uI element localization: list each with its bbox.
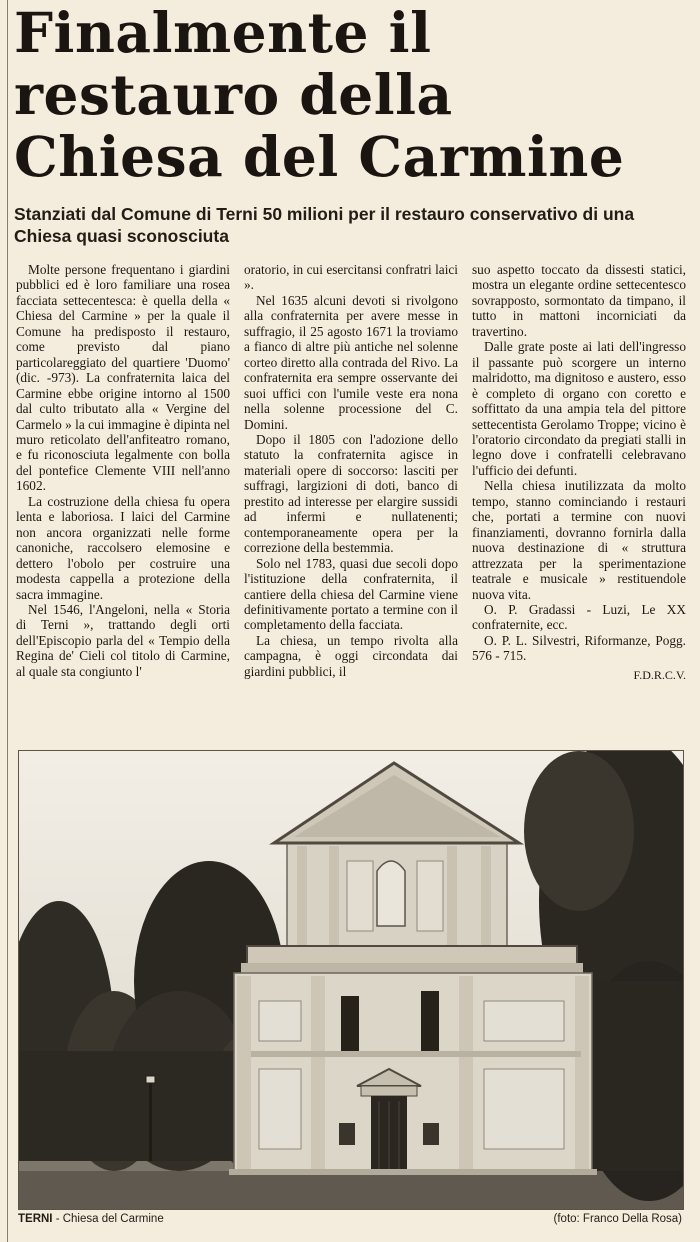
caption-separator: - [52, 1213, 63, 1225]
paragraph: suo aspetto toccato da dissesti statici, mostra un elegante ordine settecentesco sovrapposto, sormontato da timpano, il tutto in mattoni incorniciati da travertino. [472, 262, 686, 339]
column-1 [16, 262, 230, 740]
headline-line-1: Finalmente il [14, 0, 432, 65]
window [421, 991, 439, 1051]
author-signature: F.D.R.C.V. [633, 667, 686, 682]
photo-credit: (foto: Franco Della Rosa) [553, 1213, 682, 1225]
caption-text [18, 1213, 164, 1225]
photo-caption [18, 1213, 682, 1225]
article-subtitle: Stanziati dal Comune di Terni 50 milioni per il restauro conservativo di una Chiesa quasi sconosciuta [14, 204, 635, 246]
caption-title: Chiesa del Carmine [62, 1213, 164, 1225]
paragraph: Solo nel 1783, quasi due secoli dopo l'istituzione della confraternita, il cantiere della chiesa del Carmine viene definitivamente portato a termine con il completamento della facciata. [244, 555, 458, 633]
reference: O. P. L. Silvestri, Riformanze, Pogg. 576 - 715. [472, 632, 686, 664]
paragraph: oratorio, in cui esercitansi confratri laici ». [244, 262, 458, 293]
article-headline [14, 2, 694, 188]
church-photo [18, 750, 684, 1210]
paragraph: La costruzione della chiesa fu opera lenta e laboriosa. I laici del Carmine non ancora organizzati nelle forme canoniche, raccolsero elemosine e dettero l'obolo per costruire una modesta cappella a protezione della sacra immagine. [16, 493, 230, 602]
caption-place: TERNI [18, 1213, 53, 1225]
paragraph: Nel 1635 alcuni devoti si rivolgono alla confraternita per avere messe in suffragio, il 25 agosto 1671 la troviamo a fianco di altre più antiche nel solenne corteo diretto alla contrada del Rivo. La confraternita era sempre osservante dei suoi uffici con l'umile veste era nona nella solenne processione del C. Domini. [244, 292, 458, 432]
paragraph: Nel 1546, l'Angeloni, nella « Storia di Terni », trattando degli orti dell'Episcopio parla del « Tempio della Regina de' Cieli col titolo di Carmine, al quale sta congiunto l' [16, 601, 230, 679]
paragraph: La chiesa, un tempo rivolta alla campagna, è oggi circondata dai giardini pubblici, il [244, 632, 458, 679]
paragraph: Molte persone frequentano i giardini pubblici ed è loro familiare una rosea facciata settecentesca: è quella della « Chiesa del Carmine » per la quale il Comune ha predisposto il restauro, come previsto dal piano particolareggiato del quartiere 'Duomo' (dic. -973). La confraternita laica del Carmine ebbe origine intorno al 1500 dal culto tributato alla « Vergine del Carmelo » la cui immagine è dipinta nel muro reticolato dell'anfiteatro romano, e fu riconosciuta legalmente con bolla del pontefice Clemente VIII nell'anno 1602. [16, 262, 230, 494]
headline-line-2: restauro della [14, 62, 453, 127]
headline-line-3: Chiesa del Carmine [14, 124, 625, 189]
column-2 [244, 262, 458, 740]
paragraph: Nella chiesa inutilizzata da molto tempo, stanno cominciando i restauri che, portati a termine con nuovi finanziamenti, dovranno fornirla dalla nuova destinazione di « struttura attrezzata per la sperimentazione teatrale e musicale » restituendole nuova vita. [472, 478, 686, 602]
left-margin-rule [7, 0, 8, 1242]
column-3 [472, 262, 686, 740]
paragraph: Dalle grate poste ai lati dell'ingresso il passante può scorgere un interno malridotto, ma dignitoso e austero, esso è completo di organo con coretto e soffittato da una ampia tela del pittore settecentista Gerolamo Troppe; vicino è l'oratorio circondato da pregiati stalli in legno dove i confratelli celebravano l'ufficio dei defunti. [472, 339, 686, 478]
window [341, 996, 359, 1051]
reference: O. P. Gradassi - Luzi, Le XX confraternite, ecc. [472, 601, 686, 633]
church-illustration [19, 751, 683, 1209]
paragraph: Dopo il 1805 con l'adozione dello statuto la confraternita agisce in materiali opere di soccorso: lasciti per suffragi, largizioni di doti, banco di prestito ad interesse per elargire sussidi ad infermi e nullatenenti; contemporaneamente opera per la correzione della bestemmia. [244, 431, 458, 556]
article-body [16, 262, 686, 740]
